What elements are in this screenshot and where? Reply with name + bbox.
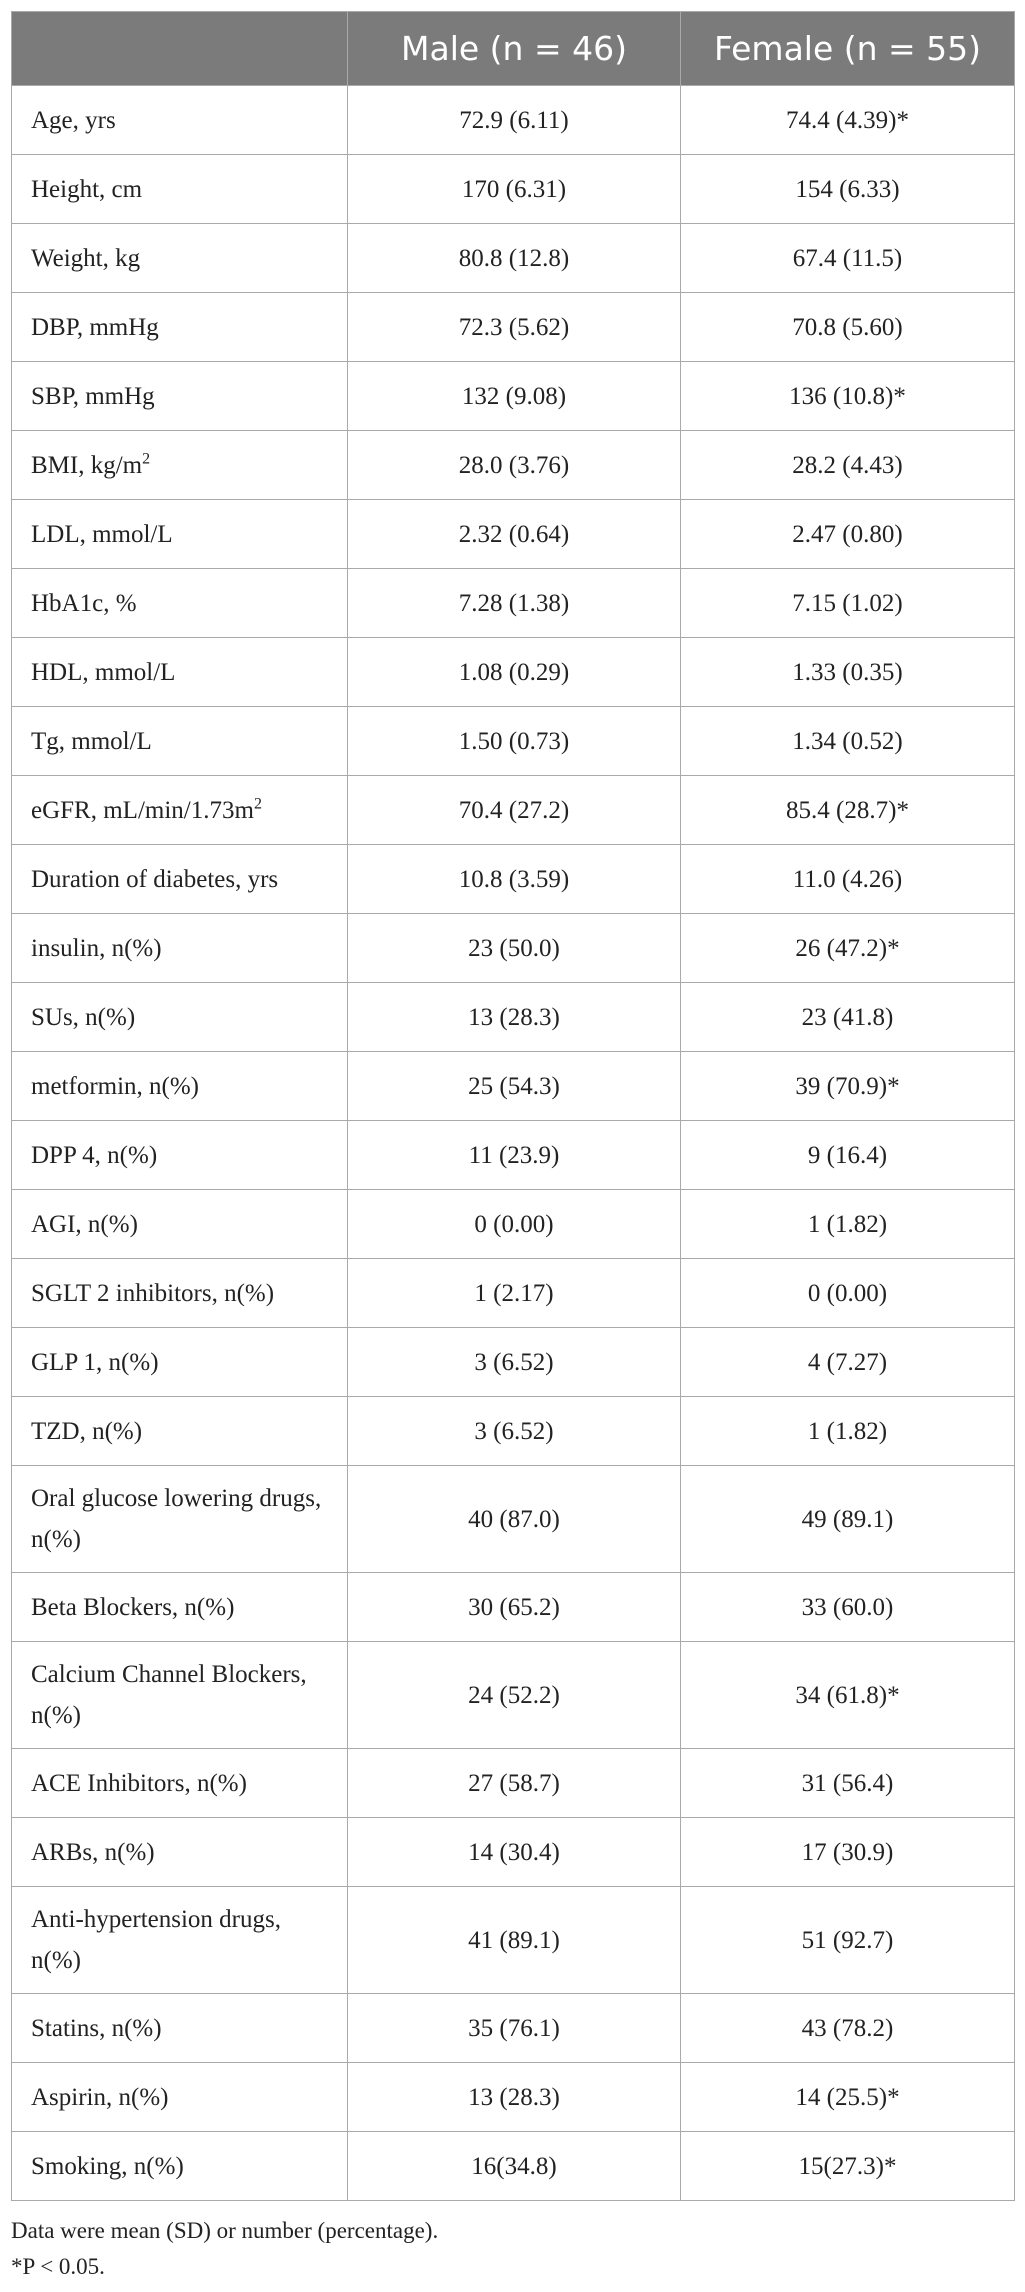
row-label-text: SBP, mmHg [31,382,155,410]
row-label [12,1994,348,2063]
table-row [12,707,1015,776]
male-value: 23 (50.0) [348,914,681,983]
row-label-text: ARBs, n(%) [31,1838,155,1866]
row-label-text: Calcium Channel Blockers, n(%) [31,1661,307,1729]
female-value: 7.15 (1.02) [681,569,1015,638]
table-row [12,1573,1015,1642]
row-label-text: DBP, mmHg [31,313,159,341]
female-value: 11.0 (4.26) [681,845,1015,914]
table-row [12,2063,1015,2132]
female-value: 67.4 (11.5) [681,224,1015,293]
table-row [12,86,1015,155]
male-value: 41 (89.1) [348,1887,681,1994]
male-value: 3 (6.52) [348,1397,681,1466]
table-row [12,1397,1015,1466]
female-value: 39 (70.9)* [681,1052,1015,1121]
table-row [12,224,1015,293]
male-value: 10.8 (3.59) [348,845,681,914]
female-value: 23 (41.8) [681,983,1015,1052]
female-value: 43 (78.2) [681,1994,1015,2063]
male-value: 13 (28.3) [348,2063,681,2132]
row-label-text: metformin, n(%) [31,1072,200,1100]
male-value: 24 (52.2) [348,1642,681,1749]
table-row [12,293,1015,362]
male-value: 132 (9.08) [348,362,681,431]
table-row [12,1887,1015,1994]
female-value: 0 (0.00) [681,1259,1015,1328]
row-label-text: HDL, mmol/L [31,658,176,686]
male-value: 14 (30.4) [348,1818,681,1887]
row-label-text: Statins, n(%) [31,2014,162,2042]
footnote-data-description: Data were mean (SD) or number (percentage). [11,2218,439,2243]
row-label-text: insulin, n(%) [31,934,162,962]
row-label-text: BMI, kg/m [31,451,143,479]
row-label-text: Smoking, n(%) [31,2152,184,2180]
female-value: 1.34 (0.52) [681,707,1015,776]
male-value: 11 (23.9) [348,1121,681,1190]
row-label-text: SGLT 2 inhibitors, n(%) [31,1279,275,1307]
table-row [12,569,1015,638]
female-value: 28.2 (4.43) [681,431,1015,500]
row-label [12,776,348,845]
row-label-text: DPP 4, n(%) [31,1141,158,1169]
female-value: 74.4 (4.39)* [681,86,1015,155]
row-label-text: AGI, n(%) [31,1210,138,1238]
female-value: 136 (10.8)* [681,362,1015,431]
table-row [12,638,1015,707]
table-row [12,155,1015,224]
table-row [12,1642,1015,1749]
female-value: 1 (1.82) [681,1397,1015,1466]
male-value: 30 (65.2) [348,1573,681,1642]
row-label [12,1818,348,1887]
male-value: 170 (6.31) [348,155,681,224]
male-value: 1.50 (0.73) [348,707,681,776]
row-label-text: Duration of diabetes, yrs [31,865,279,893]
row-label [12,914,348,983]
male-value: 16(34.8) [348,2132,681,2201]
female-value: 2.47 (0.80) [681,500,1015,569]
characteristics-table [11,11,1015,2201]
row-label [12,2132,348,2201]
table-row [12,2132,1015,2201]
male-value: 1.08 (0.29) [348,638,681,707]
row-label [12,1052,348,1121]
female-value: 9 (16.4) [681,1121,1015,1190]
table-body [12,86,1015,2201]
table-row [12,431,1015,500]
female-value: 15(27.3)* [681,2132,1015,2201]
row-label [12,1887,348,1994]
table-row [12,983,1015,1052]
female-value: 51 (92.7) [681,1887,1015,1994]
female-value: 31 (56.4) [681,1749,1015,1818]
row-label [12,86,348,155]
row-label [12,638,348,707]
table-row [12,1749,1015,1818]
female-value: 34 (61.8)* [681,1642,1015,1749]
row-label-text: ACE Inhibitors, n(%) [31,1769,247,1797]
row-label [12,1749,348,1818]
female-value: 49 (89.1) [681,1466,1015,1573]
row-label [12,1642,348,1749]
row-label-text: eGFR, mL/min/1.73m [31,796,254,824]
row-label [12,155,348,224]
male-value: 80.8 (12.8) [348,224,681,293]
male-value: 27 (58.7) [348,1749,681,1818]
row-label [12,707,348,776]
male-value: 72.3 (5.62) [348,293,681,362]
row-label-text: Age, yrs [31,106,116,134]
characteristics-table-container [11,11,1014,2201]
male-value: 28.0 (3.76) [348,431,681,500]
female-value: 1 (1.82) [681,1190,1015,1259]
table-row [12,845,1015,914]
female-value: 17 (30.9) [681,1818,1015,1887]
table-header-row [12,12,1015,86]
row-label [12,1573,348,1642]
male-value: 0 (0.00) [348,1190,681,1259]
row-label [12,1190,348,1259]
row-label [12,1466,348,1573]
male-value: 13 (28.3) [348,983,681,1052]
male-value: 35 (76.1) [348,1994,681,2063]
row-label [12,1328,348,1397]
row-label [12,2063,348,2132]
row-label-text: HbA1c, % [31,589,137,617]
row-label-superscript: 2 [142,450,151,468]
row-label-text: Beta Blockers, n(%) [31,1593,235,1621]
table-row [12,362,1015,431]
table-row [12,1121,1015,1190]
table-row [12,1052,1015,1121]
table-row [12,1994,1015,2063]
female-value: 14 (25.5)* [681,2063,1015,2132]
male-value: 72.9 (6.11) [348,86,681,155]
row-label [12,362,348,431]
male-value: 40 (87.0) [348,1466,681,1573]
table-row [12,776,1015,845]
table-row [12,1259,1015,1328]
female-value: 33 (60.0) [681,1573,1015,1642]
table-row [12,1466,1015,1573]
female-value: 26 (47.2)* [681,914,1015,983]
table-row [12,1818,1015,1887]
female-value: 154 (6.33) [681,155,1015,224]
female-value: 4 (7.27) [681,1328,1015,1397]
row-label-superscript: 2 [253,795,262,813]
male-value: 2.32 (0.64) [348,500,681,569]
table-row [12,1328,1015,1397]
header-empty-cell [12,12,348,86]
table-row [12,500,1015,569]
row-label-text: Tg, mmol/L [31,727,152,755]
row-label-text: Height, cm [31,175,143,203]
header-female: Female (n = 55) [681,12,1015,86]
row-label-text: GLP 1, n(%) [31,1348,159,1376]
row-label-text: TZD, n(%) [31,1417,143,1445]
male-value: 7.28 (1.38) [348,569,681,638]
row-label [12,1259,348,1328]
footnote-significance: *P < 0.05. [11,2254,105,2279]
table-row [12,1190,1015,1259]
row-label [12,569,348,638]
female-value: 85.4 (28.7)* [681,776,1015,845]
row-label [12,1121,348,1190]
row-label-text: Anti-hypertension drugs, n(%) [31,1906,281,1974]
male-value: 3 (6.52) [348,1328,681,1397]
row-label-text: Weight, kg [31,244,141,272]
male-value: 1 (2.17) [348,1259,681,1328]
row-label [12,1397,348,1466]
row-label-text: LDL, mmol/L [31,520,173,548]
row-label [12,500,348,569]
row-label-text: SUs, n(%) [31,1003,136,1031]
female-value: 1.33 (0.35) [681,638,1015,707]
row-label [12,983,348,1052]
row-label-text: Aspirin, n(%) [31,2083,169,2111]
row-label [12,431,348,500]
male-value: 70.4 (27.2) [348,776,681,845]
row-label [12,224,348,293]
table-row [12,914,1015,983]
row-label [12,845,348,914]
row-label [12,293,348,362]
female-value: 70.8 (5.60) [681,293,1015,362]
row-label-text: Oral glucose lowering drugs, n(%) [31,1485,322,1553]
table-footnotes [11,2213,438,2285]
header-male: Male (n = 46) [348,12,681,86]
male-value: 25 (54.3) [348,1052,681,1121]
